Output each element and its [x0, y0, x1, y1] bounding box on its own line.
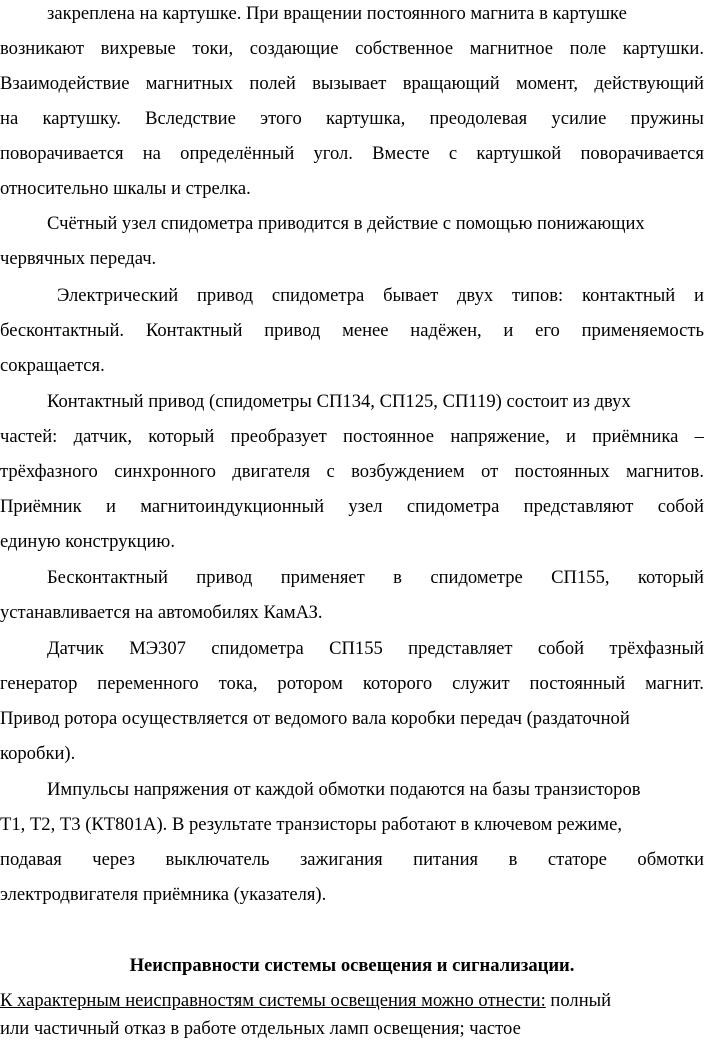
word: –: [694, 426, 704, 447]
word: возникают: [0, 38, 84, 59]
word: Вместе: [372, 143, 430, 164]
word: представляет: [408, 638, 513, 659]
word: пружины: [630, 108, 704, 129]
word: привод: [196, 567, 253, 588]
word: тока,: [218, 673, 258, 694]
word: СП155: [329, 638, 383, 659]
word: поворачивается: [580, 143, 704, 164]
text-line: [0, 38, 704, 60]
word: с: [326, 461, 335, 482]
text-line: [0, 248, 704, 270]
text-line: [0, 461, 704, 483]
word: синхронного: [114, 461, 216, 482]
word: СП155,: [551, 567, 610, 588]
word: магнитоиндукционный: [140, 496, 325, 517]
text: сокращается.: [0, 355, 105, 376]
text: электродвигателя приёмника (указателя).: [0, 884, 327, 905]
word: типов:: [511, 285, 564, 306]
word: частей:: [0, 426, 58, 447]
word: на: [0, 108, 19, 129]
word: датчик,: [73, 426, 132, 447]
text-line: [0, 320, 704, 342]
text-line: [0, 426, 704, 448]
word: картушкой: [476, 143, 562, 164]
text-line: [0, 849, 704, 871]
word: постоянное: [343, 426, 435, 447]
word: этого: [260, 108, 302, 129]
word: подавая: [0, 849, 62, 870]
word: с: [448, 143, 458, 164]
word: обмотки: [637, 849, 704, 870]
text-line: [0, 990, 704, 1012]
word: который: [637, 567, 704, 588]
word: собственное: [355, 38, 454, 59]
word: представляют: [523, 496, 634, 517]
word: вращающий: [402, 73, 500, 94]
text: единую конструкцию.: [0, 531, 175, 552]
text-line: [0, 3, 704, 25]
word: усилие: [551, 108, 607, 129]
text-line: [0, 602, 704, 624]
text-line: [0, 285, 704, 307]
text-line: [0, 884, 704, 906]
word: выключатель: [165, 849, 270, 870]
word: токи,: [192, 38, 234, 59]
text-line: [0, 355, 704, 377]
word: менее: [342, 320, 389, 341]
word: в: [393, 567, 402, 588]
word: постоянных: [514, 461, 610, 482]
text-line: [0, 108, 704, 130]
word: который: [148, 426, 215, 447]
word: создающие: [249, 38, 339, 59]
word: в: [508, 849, 518, 870]
word: действующий: [594, 73, 704, 94]
text: червячных передач.: [0, 248, 157, 269]
word: спидометра: [271, 285, 365, 306]
word: двух: [456, 285, 494, 306]
text: Привод ротора осуществляется от ведомого вала коробки передач (раздаточной: [0, 708, 630, 729]
word: трёхфазный: [609, 638, 704, 659]
text: относительно шкалы и стрелка.: [0, 178, 251, 199]
heading-text: Неисправности системы освещения и сигнализации.: [129, 955, 575, 976]
word: спидометре: [430, 567, 523, 588]
word: магнитов.: [625, 461, 704, 482]
text-line: [0, 673, 704, 695]
word: от: [481, 461, 499, 482]
word: вызывает: [312, 73, 387, 94]
text-line: [0, 213, 704, 235]
text: Контактный привод (спидометры СП134, СП125, СП119) состоит из двух: [47, 391, 631, 412]
word: картушка,: [326, 108, 406, 129]
word: через: [92, 849, 135, 870]
word: определённый: [180, 143, 295, 164]
word: ротором: [277, 673, 343, 694]
word: применяемость: [581, 320, 704, 341]
word: Бесконтактный: [47, 567, 168, 588]
text: закреплена на картушке. При вращении постоянного магнита в картушке: [47, 3, 627, 24]
word: трёхфазного: [0, 461, 98, 482]
word: магнитных: [145, 73, 234, 94]
text-line: [0, 638, 704, 660]
word: собой: [537, 638, 585, 659]
word: статоре: [547, 849, 607, 870]
word: поле: [569, 38, 607, 59]
text-line: [0, 814, 704, 836]
word: возбуждением: [351, 461, 465, 482]
word: двигателя: [232, 461, 311, 482]
word: преодолевая: [429, 108, 528, 129]
word: привод: [264, 320, 321, 341]
word: постоянный: [529, 673, 626, 694]
word: момент,: [516, 73, 579, 94]
text-line: [0, 178, 704, 200]
word: бесконтактный.: [0, 320, 125, 341]
text-line: [0, 743, 704, 765]
text: Т1, Т2, Т3 (КТ801А). В результате транзисторы работают в ключевом режиме,: [0, 814, 623, 835]
text-line: [0, 391, 704, 413]
word: бывает: [383, 285, 439, 306]
word: напряжение,: [450, 426, 550, 447]
word: и: [503, 320, 514, 341]
text-line: [0, 531, 704, 553]
word: генератор: [0, 673, 78, 694]
word: на: [142, 143, 161, 164]
word: поворачивается: [0, 143, 124, 164]
text: Счётный узел спидометра приводится в действие с помощью понижающих: [47, 213, 645, 234]
word: спидометра: [406, 496, 500, 517]
word: полей: [249, 73, 296, 94]
word: картушку.: [42, 108, 121, 129]
word: Вследствие: [145, 108, 236, 129]
word: угол.: [313, 143, 353, 164]
text: Импульсы напряжения от каждой обмотки подаются на базы транзисторов: [47, 779, 641, 800]
text-line: [0, 143, 704, 165]
word: магнитное: [469, 38, 553, 59]
word: его: [535, 320, 560, 341]
word: Электрический: [57, 285, 179, 306]
word: надёжен,: [410, 320, 482, 341]
word: МЭ307: [129, 638, 186, 659]
word: магнит.: [645, 673, 704, 694]
text-line: [0, 708, 704, 730]
text: полный: [545, 990, 612, 1011]
word: Приёмник: [0, 496, 82, 517]
word: которого: [362, 673, 433, 694]
text-line: [0, 73, 704, 95]
text-line: [0, 567, 704, 589]
word: спидометра: [211, 638, 304, 659]
word: применяет: [280, 567, 365, 588]
word: привод: [196, 285, 254, 306]
word: узел: [348, 496, 383, 517]
word: и: [105, 496, 116, 517]
word: Контактный: [145, 320, 243, 341]
section-heading: [0, 955, 704, 977]
word: Взаимодействие: [0, 73, 130, 94]
word: и: [566, 426, 576, 447]
word: контактный: [581, 285, 676, 306]
text: коробки).: [0, 743, 76, 764]
text-line: [0, 496, 704, 518]
word: преобразует: [230, 426, 327, 447]
word: картушки.: [622, 38, 704, 59]
text: устанавливается на автомобилях КамАЗ.: [0, 602, 323, 623]
word: приёмника: [592, 426, 679, 447]
text: или частичный отказ в работе отдельных ламп освещения; частое: [0, 1018, 521, 1039]
word: служит: [452, 673, 510, 694]
text-line: [0, 779, 704, 801]
word: собой: [657, 496, 704, 517]
word: вихревые: [100, 38, 176, 59]
text-line: [0, 1018, 704, 1040]
word: питания: [413, 849, 479, 870]
word: переменного: [97, 673, 199, 694]
word: Датчик: [47, 638, 104, 659]
word: зажигания: [299, 849, 383, 870]
word: и: [694, 285, 704, 306]
underlined-text: К характерным неисправностям системы освещения можно отнести:: [0, 990, 546, 1011]
